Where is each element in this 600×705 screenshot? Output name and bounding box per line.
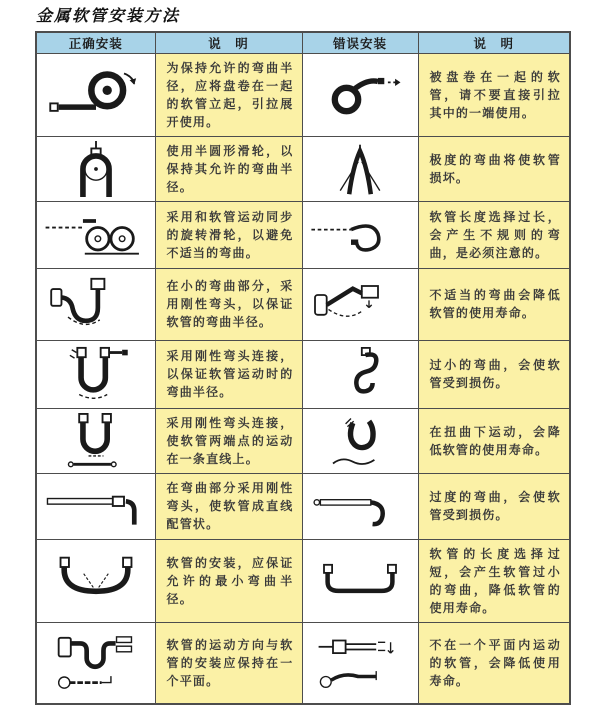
synchronized-rotating-pulley-icon [40,204,152,266]
wrong-description: 过小的弯曲，会使软管受到损伤。 [418,340,570,408]
wrong-illustration-cell [302,622,418,704]
correct-illustration-cell [36,201,155,268]
page-title: 金属软管安装方法 [36,8,181,25]
u-hose-aligned-ends-icon [40,411,152,471]
wrong-illustration-cell [302,408,418,473]
table-row [36,268,570,340]
single-plane-motion-icon [40,627,152,699]
wrong-description: 软管长度选择过长，会产生不规则的弯曲，是必须注意的。 [418,201,570,268]
header-row [36,32,570,53]
correct-illustration-cell [36,136,155,201]
overbent-hose-end-icon [306,476,414,536]
correct-illustration-cell [36,622,155,704]
correct-illustration-cell [36,408,155,473]
wrong-description: 极度的弯曲将使软管损坏。 [418,136,570,201]
minimum-bend-radius-u-icon [40,549,152,613]
correct-description: 采用刚性弯头连接，使软管两端点的运动在一条直线上。 [155,408,302,473]
correct-illustration-cell [36,53,155,136]
table-row [36,340,570,408]
wrong-illustration-cell [302,201,418,268]
correct-description: 为保持允许的弯曲半径，应将盘卷在一起的软管立起，引拉展开使用。 [155,53,302,136]
table-row [36,408,570,473]
too-short-hose-icon [306,549,414,613]
wrong-illustration-cell [302,340,418,408]
wrong-description: 软管的长度选择过短，会产生软管过小的弯曲，降低软管的使用寿命。 [418,539,570,622]
wrong-illustration-cell [302,473,418,539]
out-of-plane-motion-icon [306,627,414,699]
straight-hose-rigid-elbow-icon [40,476,152,536]
correct-description: 软管的安装，应保证允许的最小弯曲半径。 [155,539,302,622]
improper-bend-fitting-icon [306,271,414,337]
wrong-description: 在扭曲下运动，会降低软管的使用寿命。 [418,408,570,473]
correct-illustration-cell [36,340,155,408]
table-row [36,201,570,268]
wrong-description: 不在一个平面内运动的软管，会降低使用寿命。 [418,622,570,704]
correct-description: 软管的运动方向与软管的安装应保持在一个平面。 [155,622,302,704]
wrong-illustration-cell [302,539,418,622]
correct-illustration-cell [36,539,155,622]
table-row [36,539,570,622]
col-header-correct-note: 说 明 [155,32,302,53]
col-header-wrong-install: 错误安装 [302,32,418,53]
excess-length-loop-icon [306,204,414,266]
wrong-illustration-cell [302,53,418,136]
table-row [36,473,570,539]
standing-coil-unroll-icon [40,64,152,126]
correct-description: 在小的弯曲部分，采用刚性弯头，以保证软管的弯曲半径。 [155,268,302,340]
wrong-description: 被盘卷在一起的软管，请不要直接引拉其中的一端使用。 [418,53,570,136]
wrong-illustration-cell [302,136,418,201]
table-row [36,136,570,201]
col-header-wrong-note: 说 明 [418,32,570,53]
rigid-elbow-u-connection-icon [40,343,152,405]
twisted-u-hose-icon [306,411,414,471]
col-header-correct-install: 正确安装 [36,32,155,53]
wrong-description: 过度的弯曲，会使软管受到损伤。 [418,473,570,539]
semicircular-pulley-hose-icon [40,139,152,199]
correct-description: 在弯曲部分采用刚性弯头，使软管成直线配管状。 [155,473,302,539]
table-row [36,622,570,704]
correct-description: 采用和软管运动同步的旋转滑轮，以避免不适当的弯曲。 [155,201,302,268]
correct-illustration-cell [36,473,155,539]
correct-illustration-cell [36,268,155,340]
wrong-description: 不适当的弯曲会降低软管的使用寿命。 [418,268,570,340]
too-small-bend-hook-icon [306,343,414,405]
flat-coil-pulled-end-icon [306,64,414,126]
wrong-illustration-cell [302,268,418,340]
correct-description: 使用半圆形滑轮，以保持其允许的弯曲半径。 [155,136,302,201]
table-row [36,53,570,136]
extreme-sharp-bend-icon [306,139,414,199]
installation-method-table [35,31,571,705]
rigid-elbow-small-bend-icon [40,271,152,337]
correct-description: 采用刚性弯头连接，以保证软管运动时的弯曲半径。 [155,340,302,408]
